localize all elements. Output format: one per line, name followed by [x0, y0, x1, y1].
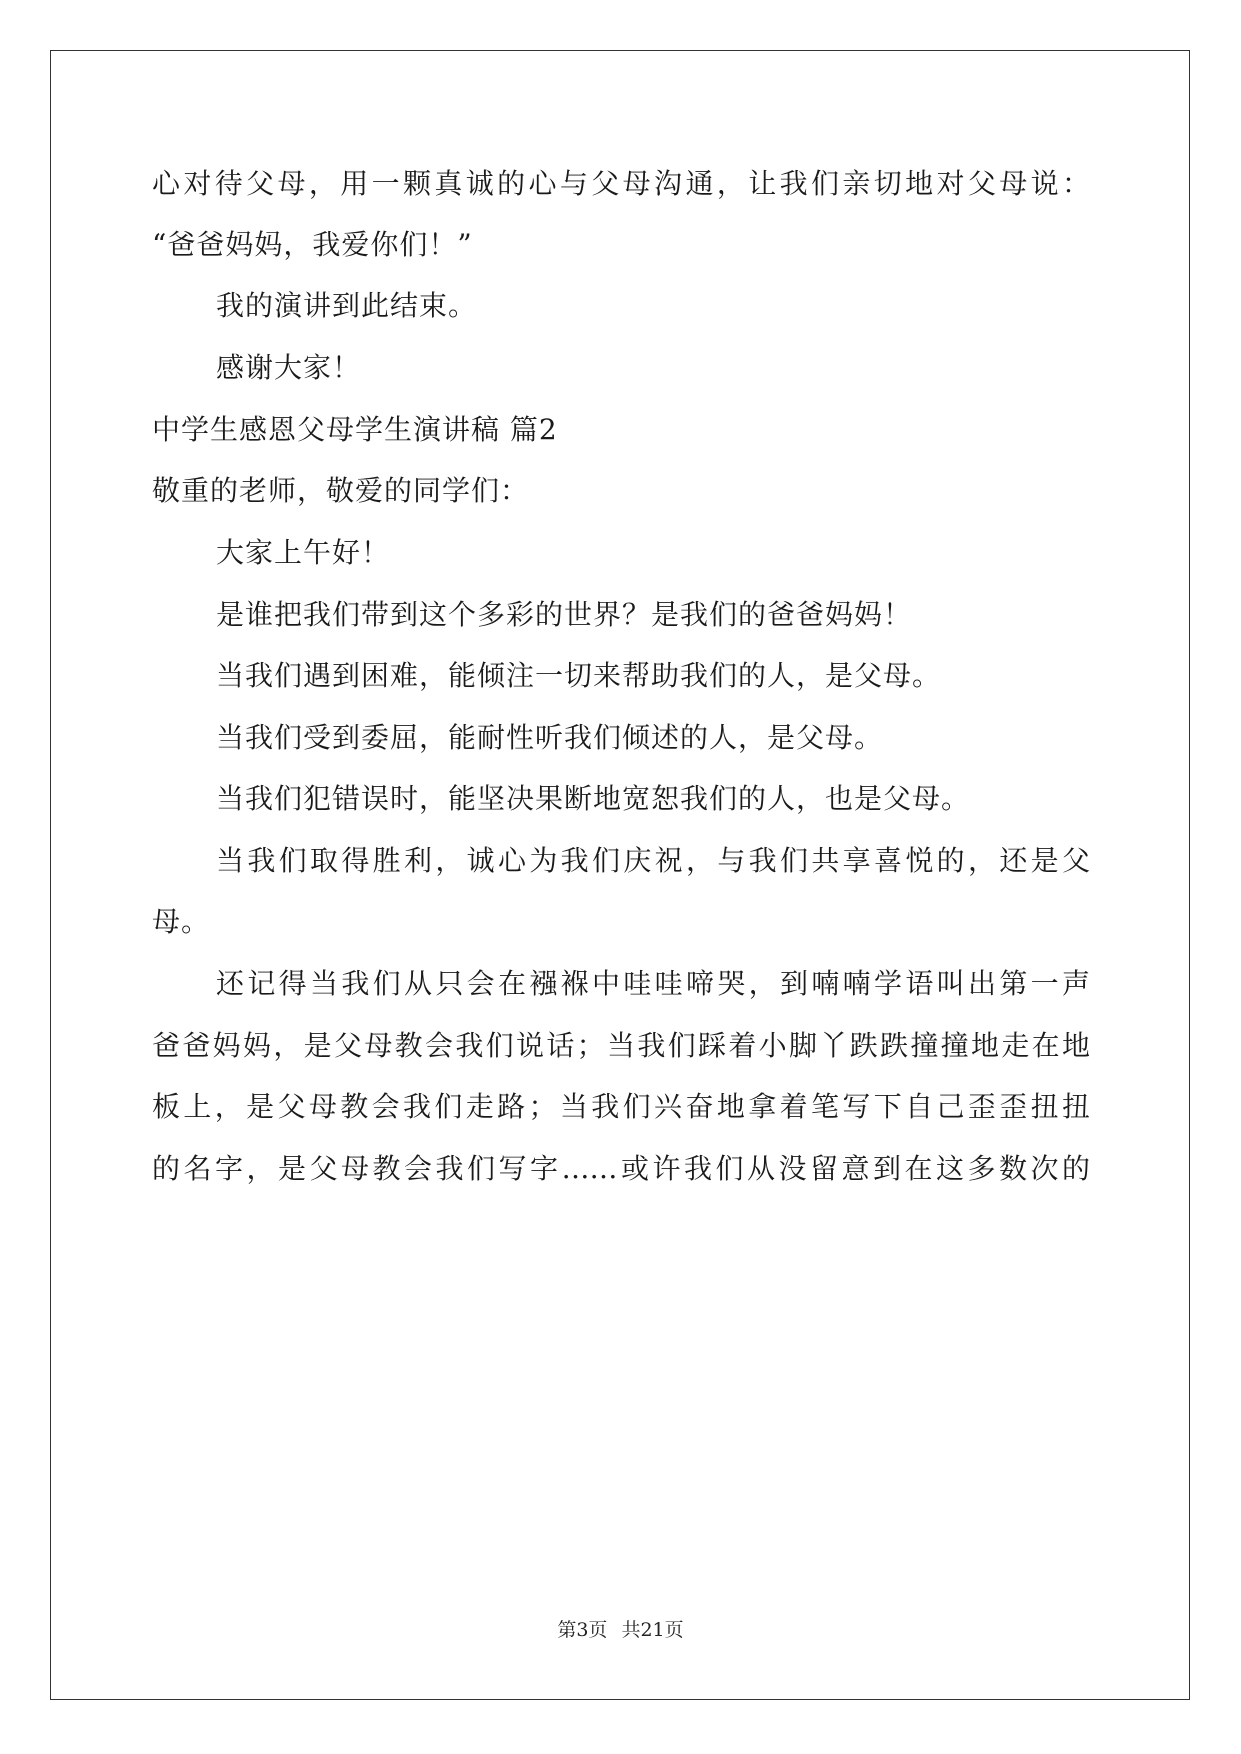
paragraph-line: 大家上午好！ — [216, 536, 391, 569]
paragraph-line: 心对待父母，用一颗真诚的心与父母沟通，让我们亲切地对父母说： — [152, 167, 1090, 200]
paragraph-line: 是谁把我们带到这个多彩的世界？是我们的爸爸妈妈！ — [216, 598, 913, 631]
section-heading: 中学生感恩父母学生演讲稿 篇2 — [152, 413, 558, 446]
paragraph-line: “爸爸妈妈，我爱你们！” — [152, 228, 473, 261]
paragraph-line: 的名字，是父母教会我们写字……或许我们从没留意到在这多数次的 — [152, 1152, 1090, 1185]
paragraph-line: 爸爸妈妈，是父母教会我们说话；当我们踩着小脚丫跌跌撞撞地走在地 — [152, 1029, 1090, 1062]
paragraph-line: 感谢大家！ — [216, 351, 362, 384]
paragraph-line: 当我们犯错误时，能坚决果断地宽恕我们的人，也是父母。 — [216, 782, 971, 815]
paragraph-line: 板上，是父母教会我们走路；当我们兴奋地拿着笔写下自己歪歪扭扭 — [152, 1090, 1090, 1123]
page-total: 共21页 — [621, 1619, 684, 1641]
paragraph-line: 当我们遇到困难，能倾注一切来帮助我们的人，是父母。 — [216, 659, 942, 692]
paragraph-line: 当我们受到委屈，能耐性听我们倾述的人，是父母。 — [216, 721, 884, 754]
paragraph-line: 母。 — [152, 905, 211, 938]
paragraph-line: 当我们取得胜利，诚心为我们庆祝，与我们共享喜悦的，还是父 — [216, 844, 1090, 877]
page-footer — [0, 1618, 1241, 1642]
page-number: 第3页 — [557, 1619, 608, 1641]
paragraph-line: 还记得当我们从只会在襁褓中哇哇啼哭，到喃喃学语叫出第一声 — [216, 967, 1090, 1000]
paragraph-line: 我的演讲到此结束。 — [216, 289, 478, 322]
salutation: 敬重的老师，敬爱的同学们： — [152, 474, 530, 507]
